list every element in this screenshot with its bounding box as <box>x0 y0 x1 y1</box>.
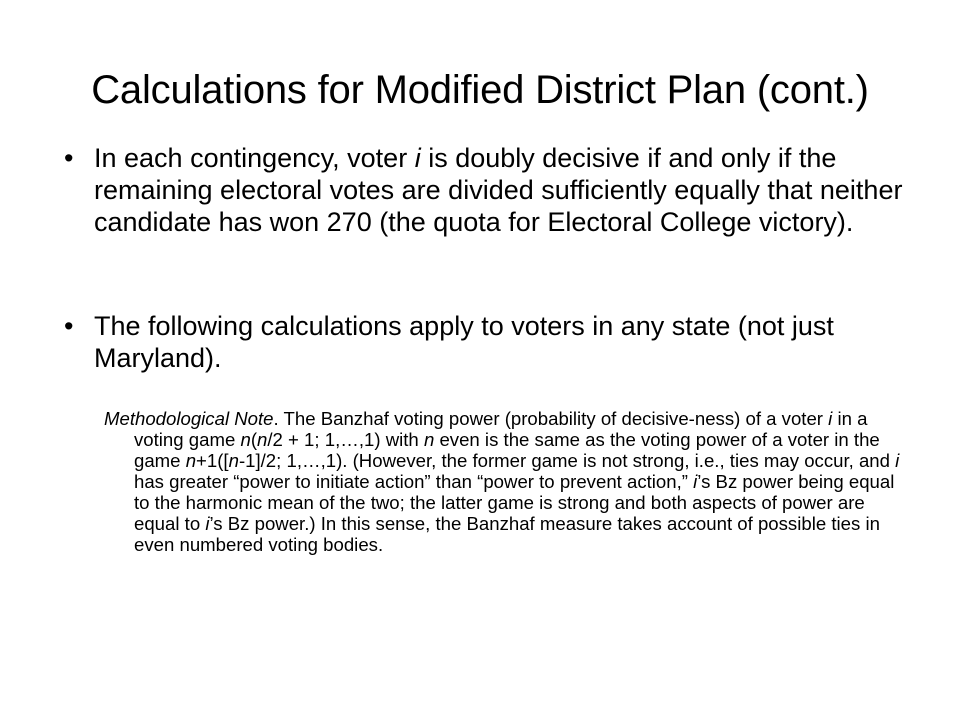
bullet-item-calculations-apply <box>64 310 924 374</box>
methodological-note <box>104 408 904 555</box>
bullet-item-doubly-decisive <box>64 142 924 238</box>
bullet-icon: • <box>64 143 74 173</box>
methodological-note-text: Methodological Note. The Banzhaf voting power (probability of decisive-ness) of a voter i in a voting game n(n/2 + 1; 1,…,1) with n even is the same as the voting power of a voter in the game n+1([n-1]/2; 1,…,1). (However, the former game is not strong, i.e., ties may occur, and i has greater “power to initiate action” than “power to prevent action,” i’s Bz power being equal to the harmonic mean of the two; the latter game is strong and both aspects of power are equal to i’s Bz power.) In this sense, the Banzhaf measure takes account of possible ties in even numbered voting bodies. <box>104 408 900 555</box>
slide-title: Calculations for Modified District Plan (cont.) <box>91 68 869 112</box>
bullet-text: In each contingency, voter i is doubly decisive if and only if the remaining electoral votes are divided sufficiently equally that neither candidate has won 270 (the quota for Electoral College victory). <box>94 143 903 237</box>
bullet-icon: • <box>64 311 74 341</box>
bullet-text: The following calculations apply to voters in any state (not just Maryland). <box>94 311 834 373</box>
